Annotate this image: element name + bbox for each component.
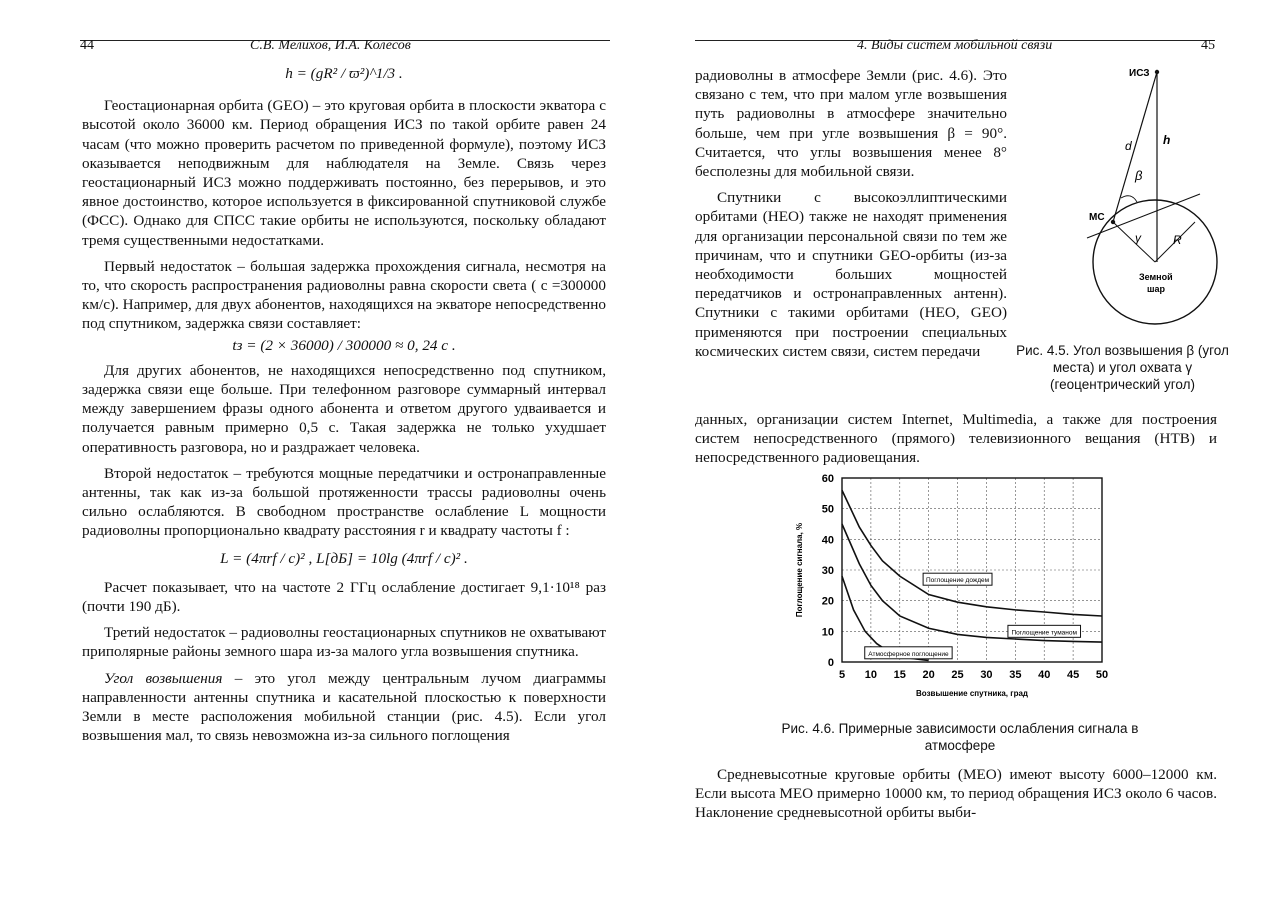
x-tick-label: 25 (951, 669, 964, 681)
figure-4-6-chart (790, 470, 1120, 715)
series-label-text: Атмосферное поглощение (868, 650, 949, 658)
paragraph: Первый недостаток – большая задержка прохождения сигнала, несмотря на то, что скорость распространения радиоволны равна скорости света ( c =300000 км/с). Например, для двух абонентов, находящихся на экваторе непосредственно под спутником, задержка связи составляет: (82, 257, 606, 333)
paragraph: Третий недостаток – радиоволны геостационарных спутников не охватывают приполярные районы земного шара из-за малого угла возвышения спутника. (82, 624, 606, 661)
y-tick-label: 10 (821, 626, 834, 639)
running-head-text: С.В. Мелихов, И.А. Колесов (250, 38, 411, 53)
x-tick-label: 20 (922, 669, 935, 681)
ms-point (1111, 220, 1115, 224)
right-column-middle (695, 410, 1217, 468)
label-d: d (1125, 139, 1132, 153)
x-tick-label: 15 (893, 669, 906, 681)
label-ms: МС (1089, 212, 1105, 223)
label-earth: Земной (1139, 272, 1173, 282)
formula-t: tз = (2 × 36000) / 300000 ≈ 0, 24 с . (232, 336, 456, 354)
y-tick-label: 0 (827, 657, 834, 669)
paragraph: данных, организации систем Internet, Multimedia, а также для построения систем непосредственного (прямого) телевизионного вещания (НТВ) и непосредственного радиовещания. (695, 411, 1217, 467)
x-tick-label: 10 (864, 669, 878, 681)
paragraph: Средневысотные круговые орбиты (MEO) имеют высоту 6000–12000 км. Если высота MEO примерно 10000 км, то период обращения ИСЗ около 6 часов. Наклонение средневысотной орбиты выби- (695, 766, 1217, 822)
figure-4-5-caption: Рис. 4.5. Угол возвышения β (угол места) и угол охвата γ (геоцентрический угол) (1016, 343, 1229, 392)
paragraph-rest: – это угол между центральным лучом диаграммы направленности антенны спутника и касательной плоскостью к поверхности Земли в месте расположения мобильной станции (рис. 4.5). Если угол возвышения мал, то связь невозможна из-за сильного поглощения (82, 669, 606, 745)
series-label (865, 647, 952, 659)
paragraph: Для других абонентов, не находящихся непосредственно под спутником, задержка связи еще больше. При телефонном разговоре суммарный интервал между завершением фразы одного абонента и ответом другого удваивается и получается равным примерно 0,5 с. Такая задержка не только ухудшает оперативность разговора, но и раздражает человека. (82, 361, 606, 456)
series-label (923, 573, 992, 585)
chart-labels (865, 573, 1081, 659)
paragraph: Расчет показывает, что на частоте 2 ГГц ослабление достигает 9,1·10¹⁸ раз (почти 190 дБ). (82, 578, 606, 616)
running-head-right (695, 38, 1215, 53)
left-column (82, 62, 606, 746)
label-earth-2: шар (1147, 284, 1166, 294)
label-h: h (1163, 133, 1171, 147)
x-tick-label: 30 (980, 669, 993, 681)
label-gamma: γ (1135, 231, 1141, 245)
label-beta: β (1135, 168, 1143, 183)
figure-4-6-caption: Рис. 4.6. Примерные зависимости ослабления сигнала в атмосфере (781, 721, 1139, 753)
right-column-top (695, 66, 1007, 361)
x-tick-label: 35 (1009, 669, 1022, 681)
paragraph: Второй недостаток – требуются мощные передатчики и остронаправленные антенны, так как из-за большой протяженности трассы радиоволны очень сильно ослабляются. В свободном пространстве ослабление L мощности радиоволны пропорционально квадрату расстояния r и квадрату частоты f : (82, 464, 606, 540)
running-head-left (80, 38, 610, 53)
series-line (842, 490, 1102, 616)
running-head-text: 4. Виды систем мобильной связи (857, 38, 1053, 53)
paragraph: Геостационарная орбита (GEO) – это круговая орбита в плоскости экватора с высотой около 36000 км. Период обращения ИСЗ по такой орбите равен 24 часам (что можно проверить расчетом по приведенной формуле), поэтому ИСЗ оказывается неподвижным для наблюдателя на Земле. Связь через геостационарный ИСЗ можно поддерживать постоянно, без перерывов, и это явное достоинство, которое используется в фиксированной спутниковой службе (ФСС). Однако для СПСС такие орбиты не используются, поскольку обладают тремя существенными недостатками. (82, 97, 606, 249)
figure-4-5 (1035, 62, 1235, 342)
page-number: 45 (1201, 38, 1215, 53)
y-tick-label: 20 (821, 595, 834, 608)
x-axis-label: Возвышение спутника, град (916, 689, 1028, 698)
series-label-text: Поглощение туманом (1011, 629, 1077, 637)
x-tick-label: 45 (1066, 669, 1080, 681)
x-tick-label: 5 (838, 669, 846, 681)
label-R: R (1173, 233, 1182, 247)
y-tick-label: 30 (821, 565, 834, 577)
y-tick-label: 40 (821, 534, 834, 547)
series-label-text: Поглощение дождем (926, 577, 990, 585)
series-label (1008, 625, 1081, 637)
paragraph: Спутники с высокоэллиптическими орбитами (HEO) также не находят применения для организации персональной связи по тем же причинам, что и спутники GEO-орбиты (из-за необходимости больших мощностей передатчиков и остронаправленных антенн). Спутники с такими орбитами (HEO, GEO) применяются при построении специальных космических систем связи, систем передачи (695, 189, 1007, 360)
paragraph (82, 669, 606, 746)
paragraph: радиоволны в атмосфере Земли (рис. 4.6). Это связано с тем, что при малом угле возвышения путь радиоволны в атмосфере значительно больше, чем при угле возвышения β = 90°. Считается, что углы возвышения менее 8° бесполезны для мобильной связи. (695, 67, 1007, 181)
x-tick-label: 40 (1038, 669, 1051, 681)
y-tick-label: 60 (821, 473, 834, 485)
label-isz: ИСЗ (1129, 68, 1150, 79)
y-tick-label: 50 (821, 503, 834, 516)
y-axis-label: Поглощение сигнала, % (795, 522, 804, 618)
right-column-bottom (695, 765, 1217, 823)
formula-h: h = (gR² / ϖ²)^1/3 . (285, 65, 403, 82)
formula-L: L = (4πrf / c)² , L[дБ] = 10lg (4πrf / c)² . (220, 549, 468, 567)
right-page (640, 0, 1280, 907)
page-number: 44 (80, 38, 94, 53)
x-tick-label: 50 (1095, 669, 1109, 681)
satellite-point (1155, 70, 1159, 74)
term: Угол возвышения (104, 669, 223, 687)
